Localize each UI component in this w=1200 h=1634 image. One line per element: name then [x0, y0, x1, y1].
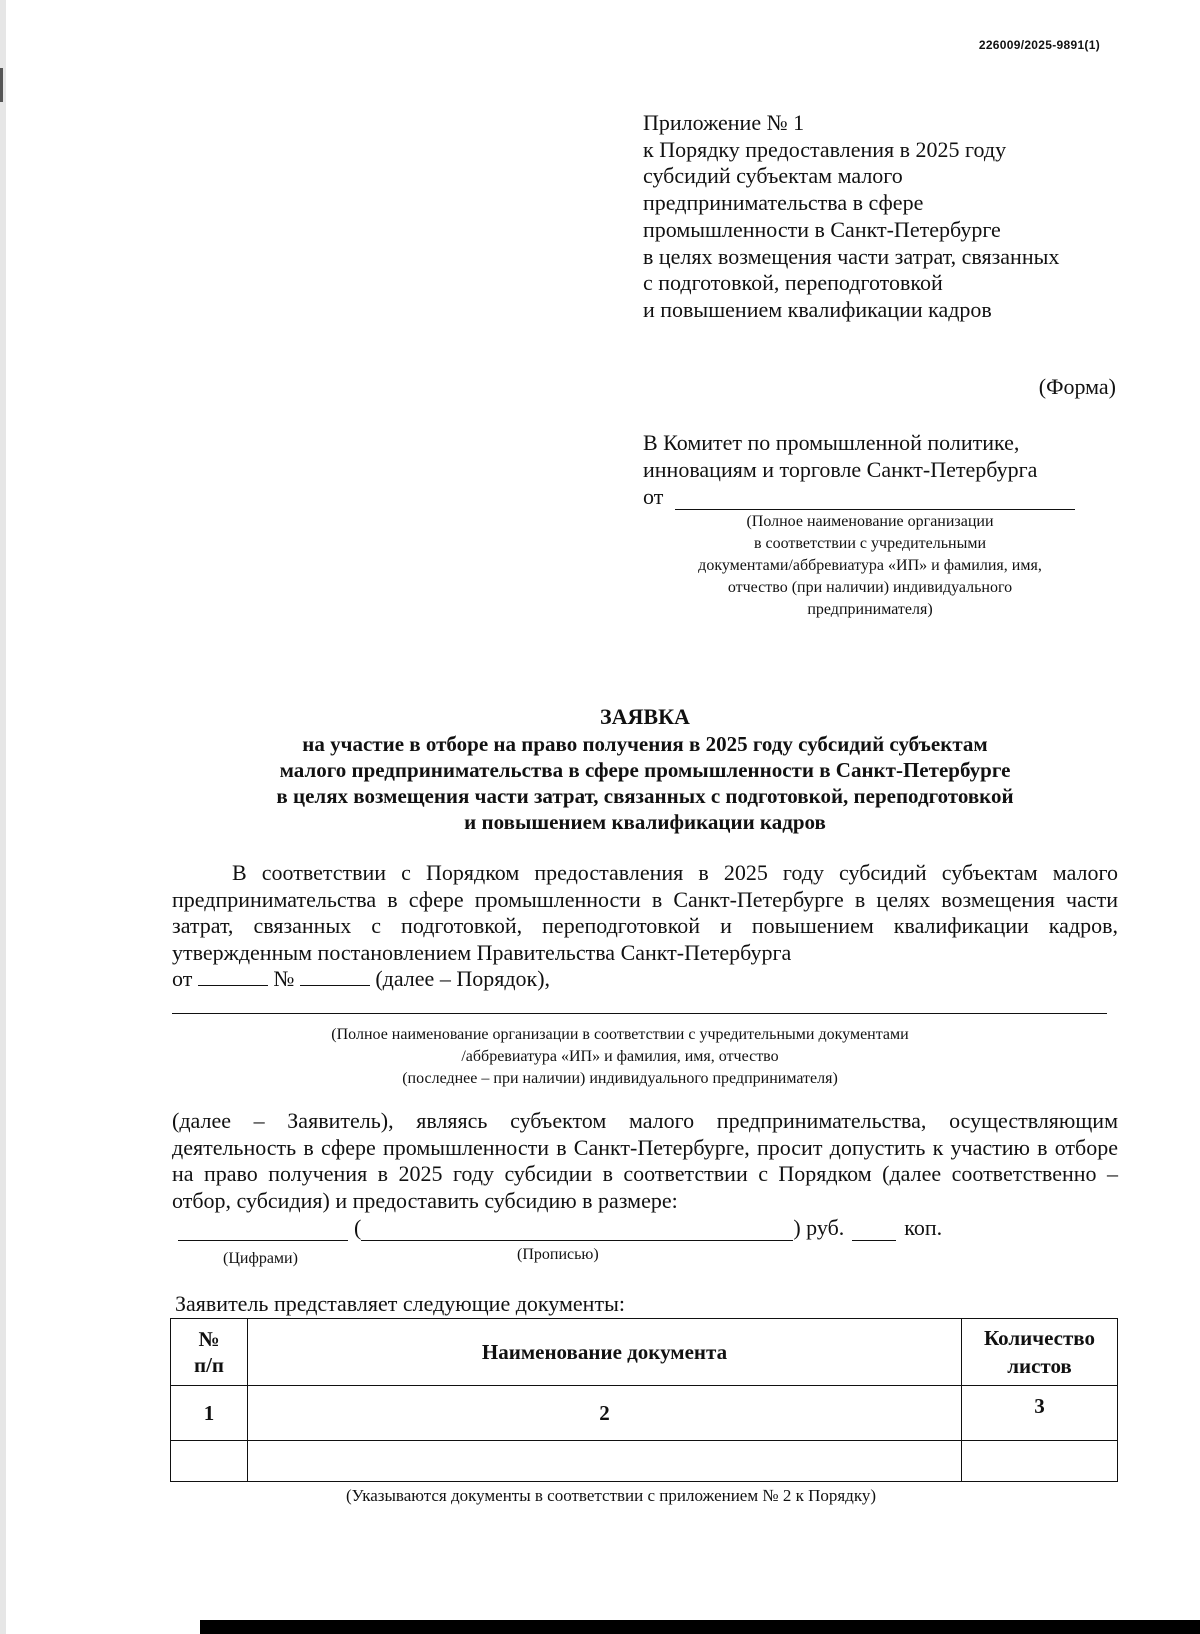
scan-edge [0, 0, 6, 1634]
addressee-line: В Комитет по промышленной политике, [643, 430, 1020, 455]
header-document-name: Наименование документа [248, 1319, 962, 1386]
annex-line: в целях возмещения части затрат, связанных [643, 243, 1060, 269]
digits-caption: (Цифрами) [223, 1250, 298, 1267]
caption-line: /аббревиатура «ИП» и фамилия, имя, отчество [461, 1048, 779, 1065]
addressee-caption [640, 511, 1100, 621]
annex-line: предпринимательства в сфере [643, 190, 924, 216]
amount-digits-field[interactable] [178, 1220, 348, 1241]
intro-main: В соответствии с Порядком предоставления в 2025 году субсидий субъектам малого предпринимательства в сфере промышленности в Санкт-Петербурге в целях возмещения части затрат, связанных с подготовкой, переподготовкой и повышением квалификации кадров, утвержденным постановлением Правительства Санкт-Петербурга [172, 860, 1118, 965]
organization-caption [240, 1024, 1000, 1090]
column-number-cell: 1 [171, 1386, 248, 1441]
annex-line: к Порядку предоставления в 2025 году [643, 136, 1007, 162]
rub-label: ) руб. [793, 1215, 845, 1240]
number-sign: № [273, 966, 295, 991]
ref-tail: (далее – Порядок), [375, 966, 551, 991]
documents-table [170, 1318, 1118, 1482]
caption-line: (последнее – при наличии) индивидуального предпринимателя) [402, 1070, 838, 1087]
caption-line: (Полное наименование организации в соответствии с учредительными документами [331, 1026, 909, 1043]
resolution-number-field[interactable] [300, 967, 370, 986]
annex-line: и повышением квалификации кадров [643, 296, 992, 322]
empty-cell[interactable] [962, 1441, 1118, 1482]
header-number [171, 1319, 248, 1386]
empty-cell[interactable] [171, 1441, 248, 1482]
title-main: ЗАЯВКА [600, 704, 690, 729]
column-number-cell: 2 [248, 1386, 962, 1441]
application-title [170, 704, 1120, 835]
scan-mark [0, 68, 3, 102]
title-line: в целях возмещения части затрат, связанных с подготовкой, переподготовкой [276, 784, 1014, 808]
caption-line: в соответствии с учредительными [753, 535, 987, 552]
document-id: 226009/2025-9891(1) [978, 38, 1100, 52]
annex-line: с подготовкой, переподготовкой [643, 270, 943, 296]
annex-line: промышленности в Санкт-Петербурге [643, 216, 1001, 242]
words-caption: (Прописью) [517, 1246, 599, 1263]
from-word: от [172, 966, 193, 991]
applicant-name-field[interactable] [675, 489, 1075, 510]
header-number-label: № п/п [193, 1327, 225, 1377]
scan-bottom-edge [200, 1620, 1200, 1634]
documents-intro: Заявитель представляет следующие документы: [175, 1291, 625, 1316]
kop-field[interactable] [852, 1220, 896, 1241]
annex-line: субсидий субъектам малого [643, 163, 903, 189]
amount-row [178, 1215, 942, 1241]
column-number-cell: 3 [962, 1386, 1118, 1441]
addressee-block [643, 429, 1075, 510]
amount-words-field[interactable] [361, 1220, 793, 1241]
title-line: малого предпринимательства в сфере промышленности в Санкт-Петербурге [279, 758, 1011, 782]
request-text: (далее – Заявитель), являясь субъектом малого предпринимательства, осуществляющим деятельность в сфере промышленности в Санкт-Петербурге, просит допустить к участию в отборе на право получения в 2025 году субсидии в соответствии с Порядком (далее соответственно – отбор, субсидия) и предоставить субсидию в размере: [172, 1108, 1118, 1213]
header-sheet-count-label: Количество листов [983, 1326, 1096, 1378]
header-sheet-count [962, 1319, 1118, 1386]
annex-line: Приложение № 1 [643, 110, 805, 135]
table-row [171, 1386, 1118, 1441]
title-line: и повышением квалификации кадров [464, 810, 826, 834]
intro-paragraph [172, 860, 1118, 993]
caption-line: предпринимателя) [807, 601, 933, 618]
empty-cell[interactable] [248, 1441, 962, 1482]
kop-label: коп. [904, 1215, 943, 1240]
table-header-row [171, 1319, 1118, 1386]
from-label: от [643, 484, 664, 509]
request-paragraph [172, 1108, 1118, 1214]
annex-header [643, 110, 1059, 324]
form-label: (Форма) [1038, 374, 1116, 399]
addressee-from-row [643, 483, 1075, 510]
organization-name-field[interactable] [172, 1013, 1107, 1014]
title-line: на участие в отборе на право получения в 2025 году субсидий субъектам [302, 732, 988, 756]
table-row [171, 1441, 1118, 1482]
open-paren: ( [354, 1215, 362, 1240]
caption-line: документами/аббревиатура «ИП» и фамилия, имя, [698, 557, 1042, 574]
caption-line: отчество (при наличии) индивидуального [727, 579, 1013, 596]
table-note: (Указываются документы в соответствии с приложением № 2 к Порядку) [346, 1486, 877, 1505]
caption-line: (Полное наименование организации [746, 513, 994, 530]
intro-text [172, 860, 1118, 993]
resolution-date-field[interactable] [198, 967, 268, 986]
addressee-line: инновациям и торговле Санкт-Петербурга [643, 457, 1038, 482]
